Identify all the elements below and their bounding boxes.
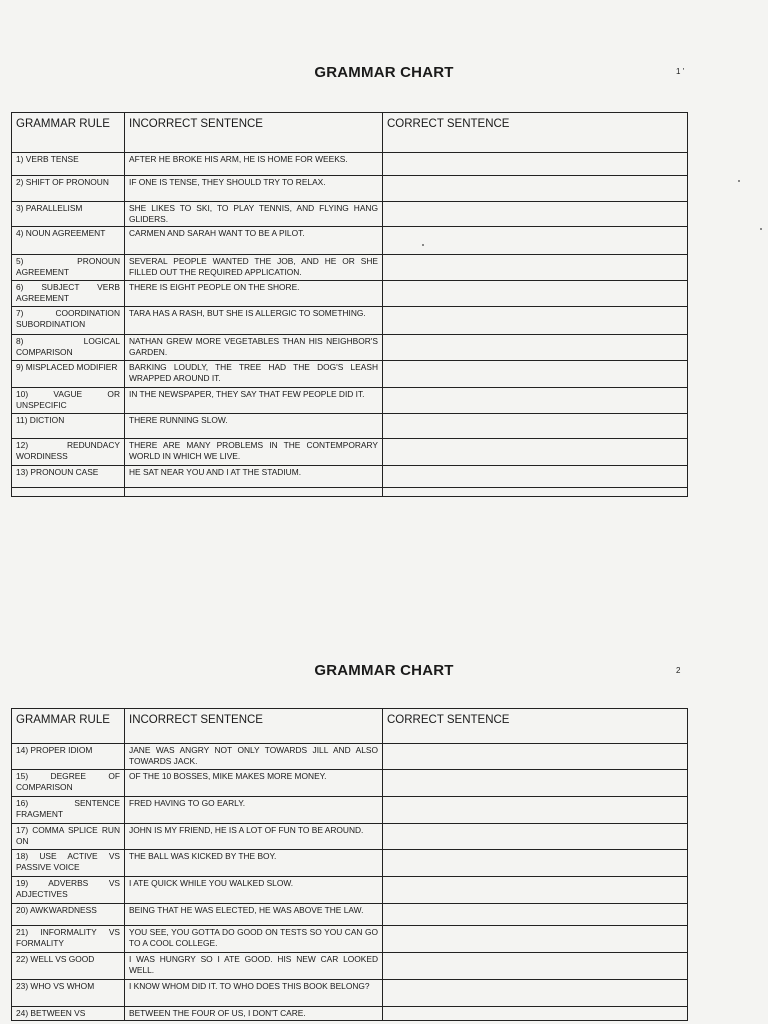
incorrect-sentence-cell: OF THE 10 BOSSES, MIKE MAKES MORE MONEY. <box>125 770 383 797</box>
rule-cell: 14) PROPER IDIOM <box>12 744 125 770</box>
table-row <box>12 335 688 361</box>
correct-sentence-cell <box>383 953 688 980</box>
table-row <box>12 176 688 202</box>
table-row <box>12 488 688 497</box>
table-row <box>12 227 688 255</box>
correct-sentence-cell <box>383 335 688 361</box>
rule-cell: 23) WHO VS WHOM <box>12 980 125 1007</box>
rule-cell: 7) COORDINATION SUBORDINATION <box>12 307 125 335</box>
correct-sentence-cell <box>383 877 688 904</box>
correct-sentence-cell <box>383 824 688 850</box>
header-row <box>12 709 688 744</box>
incorrect-sentence-cell: AFTER HE BROKE HIS ARM, HE IS HOME FOR WEEKS. <box>125 153 383 176</box>
rule-cell: 10) VAGUE OR UNSPECIFIC <box>12 388 125 414</box>
page-number: 1 ' <box>676 67 685 76</box>
incorrect-sentence-cell: CARMEN AND SARAH WANT TO BE A PILOT. <box>125 227 383 255</box>
rule-cell: 16) SENTENCE FRAGMENT <box>12 797 125 824</box>
rule-cell: 15) DEGREE OF COMPARISON <box>12 770 125 797</box>
table-row <box>12 770 688 797</box>
correct-sentence-cell <box>383 176 688 202</box>
table-row <box>12 926 688 953</box>
correct-sentence-cell <box>383 744 688 770</box>
incorrect-sentence-cell: BARKING LOUDLY, THE TREE HAD THE DOG'S LEASH WRAPPED AROUND IT. <box>125 361 383 388</box>
table-row <box>12 388 688 414</box>
rule-cell: 20) AWKWARDNESS <box>12 904 125 926</box>
correct-sentence-cell <box>383 281 688 307</box>
incorrect-sentence-cell: THERE RUNNING SLOW. <box>125 414 383 439</box>
rule-cell: 18) USE ACTIVE VS PASSIVE VOICE <box>12 850 125 877</box>
correct-sentence-cell <box>383 904 688 926</box>
rule-cell: 22) WELL VS GOOD <box>12 953 125 980</box>
rule-cell: 4) NOUN AGREEMENT <box>12 227 125 255</box>
incorrect-sentence-cell: NATHAN GREW MORE VEGETABLES THAN HIS NEIGHBOR'S GARDEN. <box>125 335 383 361</box>
correct-sentence-cell <box>383 1007 688 1021</box>
incorrect-sentence-cell: THERE IS EIGHT PEOPLE ON THE SHORE. <box>125 281 383 307</box>
header-incorrect-sentence: INCORRECT SENTENCE <box>125 709 383 744</box>
incorrect-sentence-cell: I WAS HUNGRY SO I ATE GOOD. HIS NEW CAR LOOKED WELL. <box>125 953 383 980</box>
rule-cell: 2) SHIFT OF PRONOUN <box>12 176 125 202</box>
correct-sentence-cell <box>383 797 688 824</box>
table-row <box>12 439 688 466</box>
incorrect-sentence-cell <box>125 488 383 497</box>
incorrect-sentence-cell: SHE LIKES TO SKI, TO PLAY TENNIS, AND FLYING HANG GLIDERS. <box>125 202 383 227</box>
incorrect-sentence-cell: BEING THAT HE WAS ELECTED, HE WAS ABOVE THE LAW. <box>125 904 383 926</box>
incorrect-sentence-cell: I ATE QUICK WHILE YOU WALKED SLOW. <box>125 877 383 904</box>
rule-cell: 6) SUBJECT VERB AGREEMENT <box>12 281 125 307</box>
rule-cell: 21) INFORMALITY VS FORMALITY <box>12 926 125 953</box>
table-row <box>12 744 688 770</box>
incorrect-sentence-cell: SEVERAL PEOPLE WANTED THE JOB, AND HE OR SHE FILLED OUT THE REQUIRED APPLICATION. <box>125 255 383 281</box>
table-row <box>12 1007 688 1021</box>
incorrect-sentence-cell: IF ONE IS TENSE, THEY SHOULD TRY TO RELAX. <box>125 176 383 202</box>
correct-sentence-cell <box>383 770 688 797</box>
header-correct-sentence: CORRECT SENTENCE <box>383 709 688 744</box>
table-row <box>12 255 688 281</box>
correct-sentence-cell <box>383 153 688 176</box>
incorrect-sentence-cell: THE BALL WAS KICKED BY THE BOY. <box>125 850 383 877</box>
correct-sentence-cell <box>383 307 688 335</box>
correct-sentence-cell <box>383 466 688 488</box>
rule-cell: 13) PRONOUN CASE <box>12 466 125 488</box>
incorrect-sentence-cell: I KNOW WHOM DID IT. TO WHO DOES THIS BOOK BELONG? <box>125 980 383 1007</box>
incorrect-sentence-cell: FRED HAVING TO GO EARLY. <box>125 797 383 824</box>
rule-cell: 11) DICTION <box>12 414 125 439</box>
correct-sentence-cell <box>383 388 688 414</box>
rule-cell: 8) LOGICAL COMPARISON <box>12 335 125 361</box>
table-row <box>12 307 688 335</box>
incorrect-sentence-cell: BETWEEN THE FOUR OF US, I DON'T CARE. <box>125 1007 383 1021</box>
correct-sentence-cell <box>383 227 688 255</box>
header-row <box>12 113 688 153</box>
table-body <box>12 153 688 497</box>
scan-speck <box>738 180 740 182</box>
correct-sentence-cell <box>383 850 688 877</box>
correct-sentence-cell <box>383 202 688 227</box>
correct-sentence-cell <box>383 414 688 439</box>
table-row <box>12 466 688 488</box>
table-row <box>12 153 688 176</box>
scan-speck <box>422 244 424 246</box>
table-row <box>12 281 688 307</box>
rule-cell: 19) ADVERBS VS ADJECTIVES <box>12 877 125 904</box>
correct-sentence-cell <box>383 361 688 388</box>
page-title: GRAMMAR CHART <box>314 64 454 81</box>
incorrect-sentence-cell: YOU SEE, YOU GOTTA DO GOOD ON TESTS SO YOU CAN GO TO A COOL COLLEGE. <box>125 926 383 953</box>
table-row <box>12 980 688 1007</box>
table-row <box>12 414 688 439</box>
header-grammar-rule: GRAMMAR RULE <box>12 113 125 153</box>
header-incorrect-sentence: INCORRECT SENTENCE <box>125 113 383 153</box>
correct-sentence-cell <box>383 255 688 281</box>
grammar-table <box>11 112 688 497</box>
page-title: GRAMMAR CHART <box>314 662 454 679</box>
rule-cell: 17) COMMA SPLICE RUN ON <box>12 824 125 850</box>
incorrect-sentence-cell: TARA HAS A RASH, BUT SHE IS ALLERGIC TO SOMETHING. <box>125 307 383 335</box>
table-row <box>12 797 688 824</box>
table-row <box>12 202 688 227</box>
page-number: 2 <box>676 666 681 675</box>
correct-sentence-cell <box>383 488 688 497</box>
incorrect-sentence-cell: THERE ARE MANY PROBLEMS IN THE CONTEMPORARY WORLD IN WHICH WE LIVE. <box>125 439 383 466</box>
incorrect-sentence-cell: IN THE NEWSPAPER, THEY SAY THAT FEW PEOPLE DID IT. <box>125 388 383 414</box>
rule-cell: 1) VERB TENSE <box>12 153 125 176</box>
grammar-table <box>11 708 688 1021</box>
table-body <box>12 744 688 1021</box>
scan-speck <box>760 228 762 230</box>
header-grammar-rule: GRAMMAR RULE <box>12 709 125 744</box>
correct-sentence-cell <box>383 980 688 1007</box>
rule-cell: 3) PARALLELISM <box>12 202 125 227</box>
correct-sentence-cell <box>383 926 688 953</box>
incorrect-sentence-cell: HE SAT NEAR YOU AND I AT THE STADIUM. <box>125 466 383 488</box>
table-row <box>12 877 688 904</box>
rule-cell: 9) MISPLACED MODIFIER <box>12 361 125 388</box>
table-row <box>12 850 688 877</box>
rule-cell <box>12 488 125 497</box>
rule-cell: 12) REDUNDACY WORDINESS <box>12 439 125 466</box>
header-correct-sentence: CORRECT SENTENCE <box>383 113 688 153</box>
incorrect-sentence-cell: JOHN IS MY FRIEND, HE IS A LOT OF FUN TO BE AROUND. <box>125 824 383 850</box>
table-row <box>12 361 688 388</box>
incorrect-sentence-cell: JANE WAS ANGRY NOT ONLY TOWARDS JILL AND ALSO TOWARDS JACK. <box>125 744 383 770</box>
table-row <box>12 953 688 980</box>
table-row <box>12 824 688 850</box>
correct-sentence-cell <box>383 439 688 466</box>
table-row <box>12 904 688 926</box>
rule-cell: 24) BETWEEN VS <box>12 1007 125 1021</box>
rule-cell: 5) PRONOUN AGREEMENT <box>12 255 125 281</box>
